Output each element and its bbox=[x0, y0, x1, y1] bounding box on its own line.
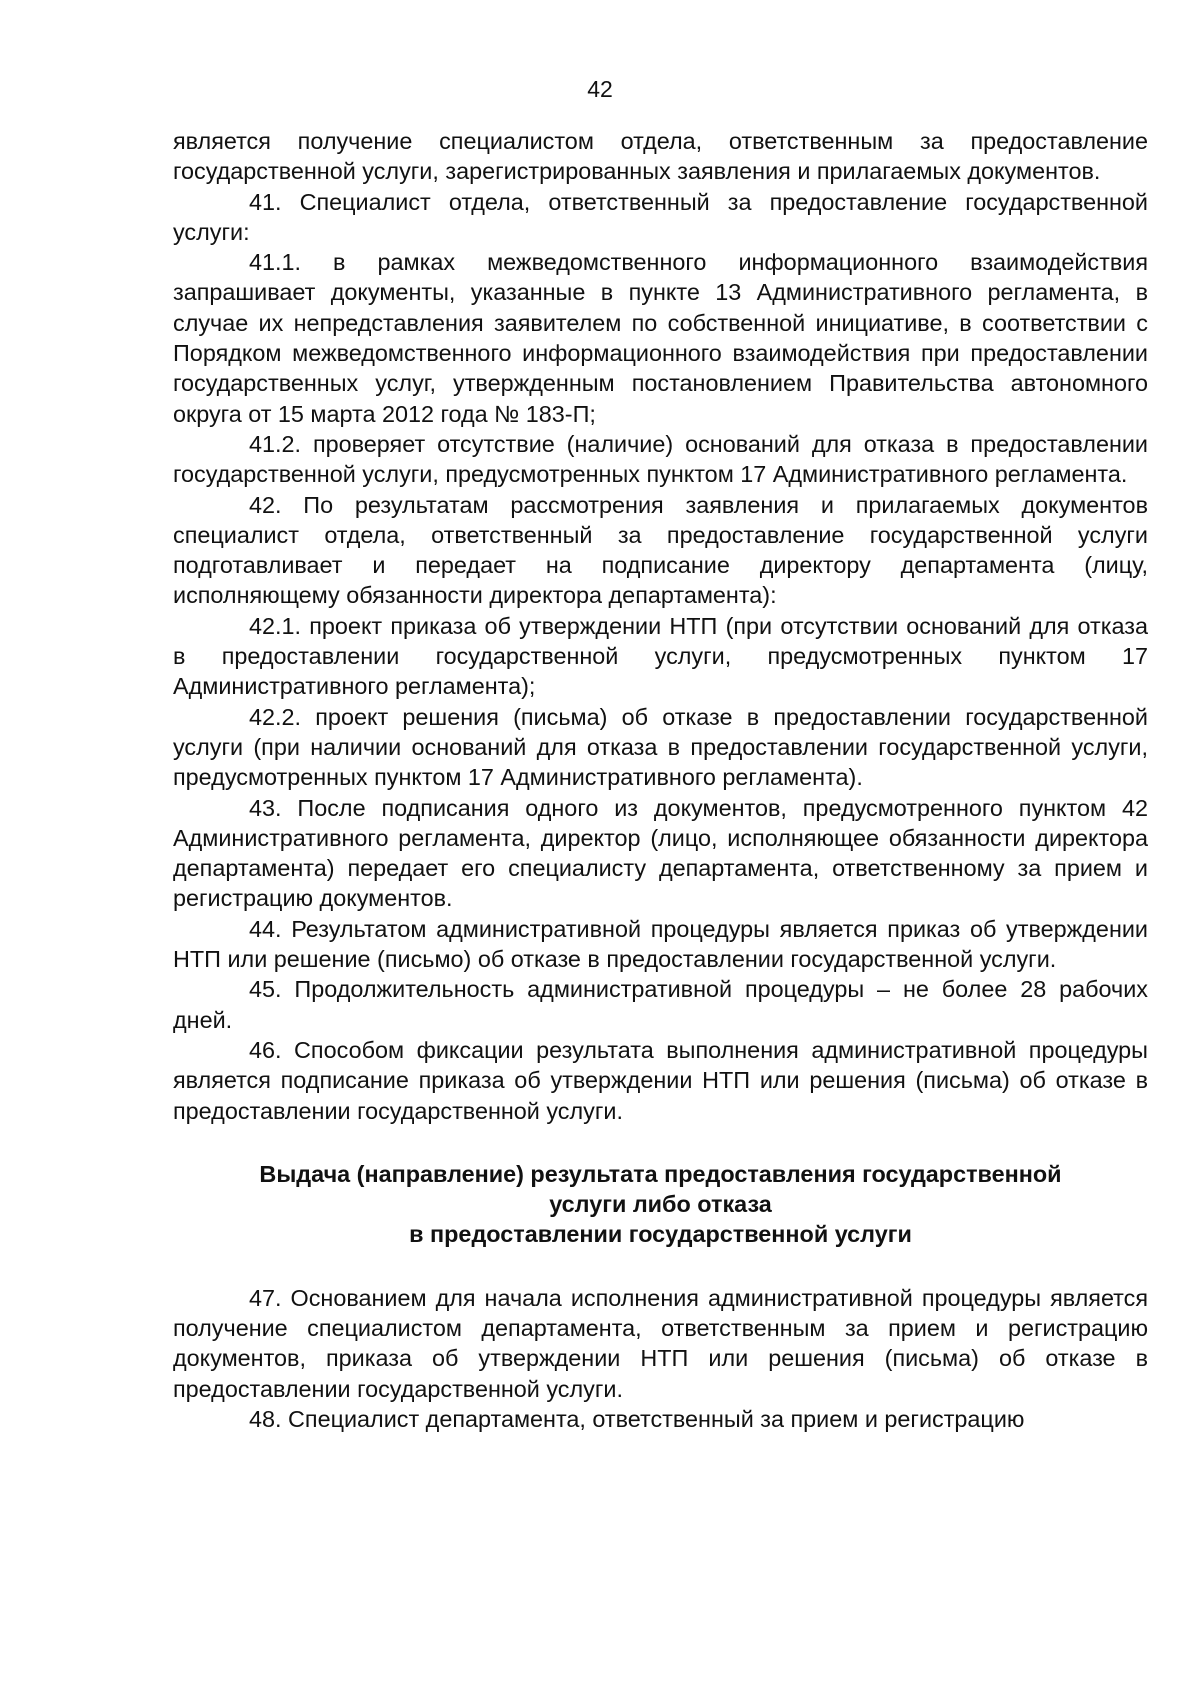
paragraph-48: 48. Специалист департамента, ответственный за прием и регистрацию bbox=[249, 1405, 1025, 1432]
paragraph-47: 47. Основанием для начала исполнения административной процедуры является получение специалистом департамента, ответственным за прием и регистрацию документов, приказа об утверждении НТП или решения (письма) об отказе в предоставлении государственной услуги. bbox=[173, 1284, 1148, 1402]
paragraph-42-1: 42.1. проект приказа об утверждении НТП (при отсутствии оснований для отказа в предоставлении государственной услуги, предусмотренных пунктом 17 Административного регламента); bbox=[173, 612, 1148, 700]
section-heading-line-1: Выдача (направление) результата предоставления государственной bbox=[259, 1160, 1062, 1187]
page-number: 42 bbox=[587, 76, 613, 102]
paragraph-45: 45. Продолжительность административной процедуры – не более 28 рабочих дней. bbox=[173, 976, 1148, 1033]
document-body bbox=[173, 126, 1148, 1434]
section-heading-line-2: услуги либо отказа bbox=[549, 1191, 772, 1218]
paragraph-41-1: 41.1. в рамках межведомственного информационного взаимодействия запрашивает документы, указанные в пункте 13 Административного регламента, в случае их непредставления заявителем по собственной инициативе, в соответствии с Порядком межведомственного информационного взаимодействия при предоставлении государственных услуг, утвержденным постановлением Правительства автономного округа от 15 марта 2012 года № 183-П; bbox=[173, 249, 1148, 427]
paragraph-46: 46. Способом фиксации результата выполнения административной процедуры является подписание приказа об утверждении НТП или решения (письма) об отказе в предоставлении государственной услуги. bbox=[173, 1036, 1148, 1124]
paragraph-44: 44. Результатом административной процедуры является приказ об утверждении НТП или решение (письмо) об отказе в предоставлении государственной услуги. bbox=[173, 915, 1148, 973]
section-heading bbox=[173, 1159, 1148, 1250]
paragraph-41: 41. Специалист отдела, ответственный за предоставление государственной услуги: bbox=[173, 188, 1148, 245]
paragraph-42-2: 42.2. проект решения (письма) об отказе в предоставлении государственной услуги (при наличии оснований для отказа в предоставлении государственной услуги, предусмотренных пунктом 17 Административного регламента). bbox=[173, 703, 1148, 791]
section-heading-line-3: в предоставлении государственной услуги bbox=[409, 1221, 912, 1248]
paragraph-continuation: является получение специалистом отдела, ответственным за предоставление государственной услуги, зарегистрированных заявления и прилагаемых документов. bbox=[173, 128, 1148, 185]
paragraph-43: 43. После подписания одного из документов, предусмотренного пунктом 42 Административного регламента, директор (лицо, исполняющее обязанности директора департамента) передает его специалисту департамента, ответственному за прием и регистрацию документов. bbox=[173, 794, 1148, 912]
paragraph-42: 42. По результатам рассмотрения заявления и прилагаемых документов специалист отдела, ответственный за предоставление государственной услуги подготавливает и передает на подписание директору департамента (лицу, исполняющему обязанности директора департамента): bbox=[173, 491, 1148, 609]
paragraph-41-2: 41.2. проверяет отсутствие (наличие) оснований для отказа в предоставлении государственной услуги, предусмотренных пунктом 17 Административного регламента. bbox=[173, 430, 1148, 488]
